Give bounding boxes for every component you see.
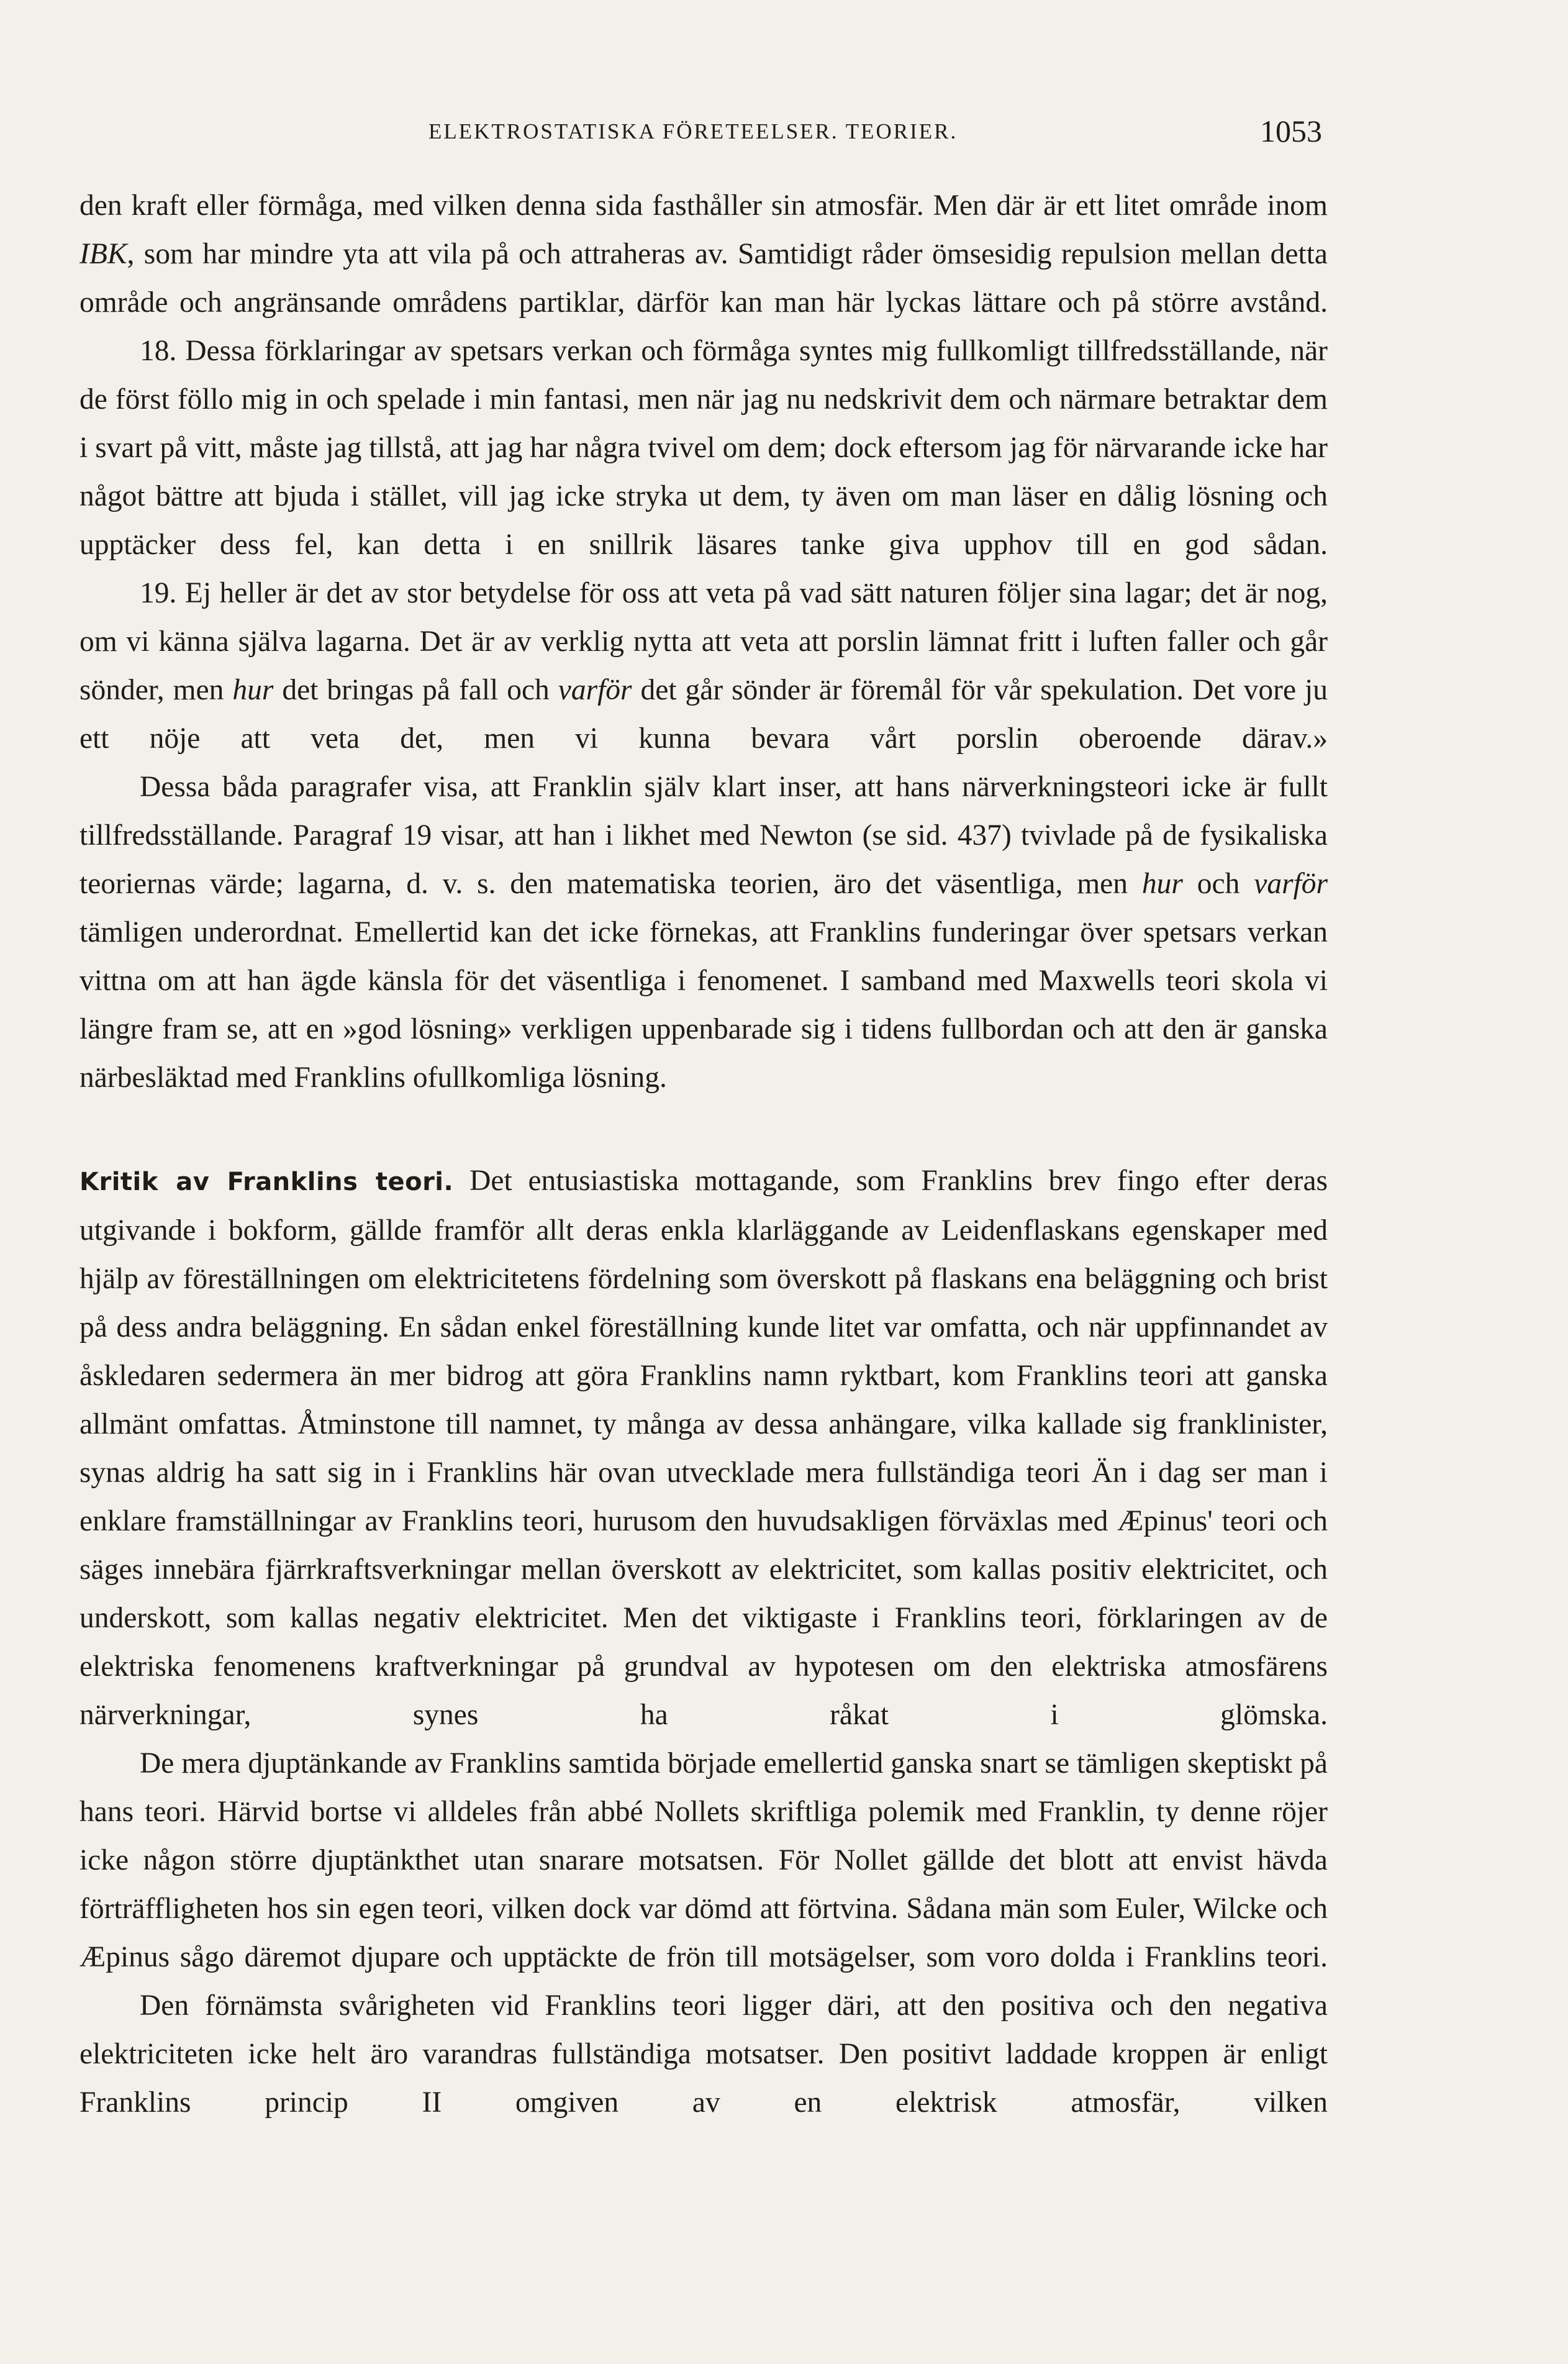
paragraph-18: 18. Dessa förklaringar av spetsars verkan och förmåga syntes mig fullkomligt tillfredsställande, när de först föllo mig in och spelade i min fantasi, men när jag nu nedskrivit dem och närmare betraktar dem i svart på vitt, måste jag tillstå, att jag har några tvivel om dem; dock eftersom jag för närvarande icke har något bättre att bjuda i stället, vill jag icke stryka ut dem, ty även om man läser en dålig lösning och upptäcker dess fel, kan detta i en snillrik läsares tanke giva upphov till en god sådan. bbox=[79, 335, 1328, 561]
italic-term: IBK bbox=[79, 238, 127, 270]
body-text bbox=[79, 181, 1328, 2127]
section-paragraph-contemporaries: De mera djuptänkande av Franklins samtida började emellertid ganska snart se tämligen skeptiskt på hans teori. Härvid bortse vi alldeles från abbé Nollets skriftliga polemik med Franklin, ty denne röjer icke någon större djuptänkthet utan snarare motsatsen. För Nollet gällde det blott att envist hävda förträffligheten hos sin egen teori, vilken dock var dömd att förtvina. Sådana män som Euler, Wilcke och Æpinus sågo däremot djupare och upptäckte de frön till motsägelser, som voro dolda i Franklins teori. bbox=[79, 1747, 1328, 1973]
section-heading: Kritik av Franklins teori. bbox=[79, 1168, 454, 1196]
italic-term: hur bbox=[1141, 868, 1183, 900]
section-spacer bbox=[79, 1102, 1328, 1157]
section-first-paragraph bbox=[79, 1157, 1328, 1739]
italic-term: varför bbox=[1254, 868, 1328, 900]
section-paragraph-difficulty: Den förnämsta svårigheten vid Franklins teori ligger däri, att den positiva och den negativa elektriciteten icke helt äro varandras fullständiga motsatser. Den positivt laddade kroppen är enligt Franklins princip II omgiven av en elektrisk atmosfär, vilken bbox=[79, 1989, 1328, 2119]
running-title: ELEKTROSTATISKA FÖRETEELSER. TEORIER. bbox=[428, 119, 958, 143]
paragraph-commentary: Dessa båda paragrafer visa, att Franklin själv klart inser, att hans närverkningsteori icke är fullt tillfredsställande. Paragraf 19 visar, att han i likhet med Newton (se sid. 437) tvivlade på de fysikaliska teoriernas värde; lagarna, d. v. s. den matematiska teorien, äro det väsentliga, men hur och varför tämligen underordnat. Emellertid kan det icke förnekas, att Franklins funderingar över spetsars verkan vittna om att han ägde känsla för det väsentliga i fenomenet. I samband med Maxwells teori skola vi längre fram se, att en »god lösning» verkligen uppenbarade sig i tidens fullbordan och att den är ganska närbesläktad med Franklins ofullkomliga lösning. bbox=[79, 771, 1328, 1094]
paragraph-19: 19. Ej heller är det av stor betydelse för oss att veta på vad sätt naturen följer sina lagar; det är nog, om vi känna själva lagarna. Det är av verklig nytta att veta att porslin lämnat fritt i luften faller och går sönder, men hur det bringas på fall och varför det går sönder är föremål för vår spekulation. Det vore ju ett nöje att veta det, men vi kunna bevara vårt porslin oberoende därav.» bbox=[79, 577, 1328, 755]
running-header bbox=[0, 113, 1568, 157]
page-number: 1053 bbox=[1260, 114, 1322, 148]
italic-term: varför bbox=[558, 674, 632, 706]
section-first-paragraph-text: Det entusiastiska mottagande, som Franklins brev fingo efter deras utgivande i bokform, gällde framför allt deras enkla klarläggande av Leidenflaskans egenskaper med hjälp av föreställningen om elektricitetens fördelning som överskott på flaskans ena beläggning och brist på dess andra beläggning. En sådan enkel föreställning kunde litet var omfatta, och när uppfinnandet av åskledaren sedermera än mer bidrog att göra Franklins namn ryktbart, kom Franklins teori att ganska allmänt omfattas. Åtminstone till namnet, ty många av dessa anhängare, vilka kallade sig franklinister, synas aldrig ha satt sig in i Franklins här ovan utvecklade mera fullständiga teori Än i dag ser man i enklare framställningar av Franklins teori, hurusom den huvudsakligen förväxlas med Æpinus' teori och säges innebära fjärrkraftsverkningar mellan överskott av elektricitet, som kallas positiv elektricitet, och underskott, som kallas negativ elektricitet. Men det viktigaste i Franklins teori, förklaringen av de elektriska fenomenens kraftverkningar på grundval av hypotesen om den elektriska atmosfärens närverkningar, synes ha råkat i glömska. bbox=[79, 1165, 1328, 1731]
paragraph-continuation: den kraft eller förmåga, med vilken denna sida fasthåller sin atmosfär. Men där är ett litet område inom IBK, som har mindre yta att vila på och attraheras av. Samtidigt råder ömsesidig repulsion mellan detta område och angränsande områdens partiklar, därför kan man här lyckas lättare och på större avstånd. bbox=[79, 189, 1328, 319]
italic-term: hur bbox=[232, 674, 274, 706]
